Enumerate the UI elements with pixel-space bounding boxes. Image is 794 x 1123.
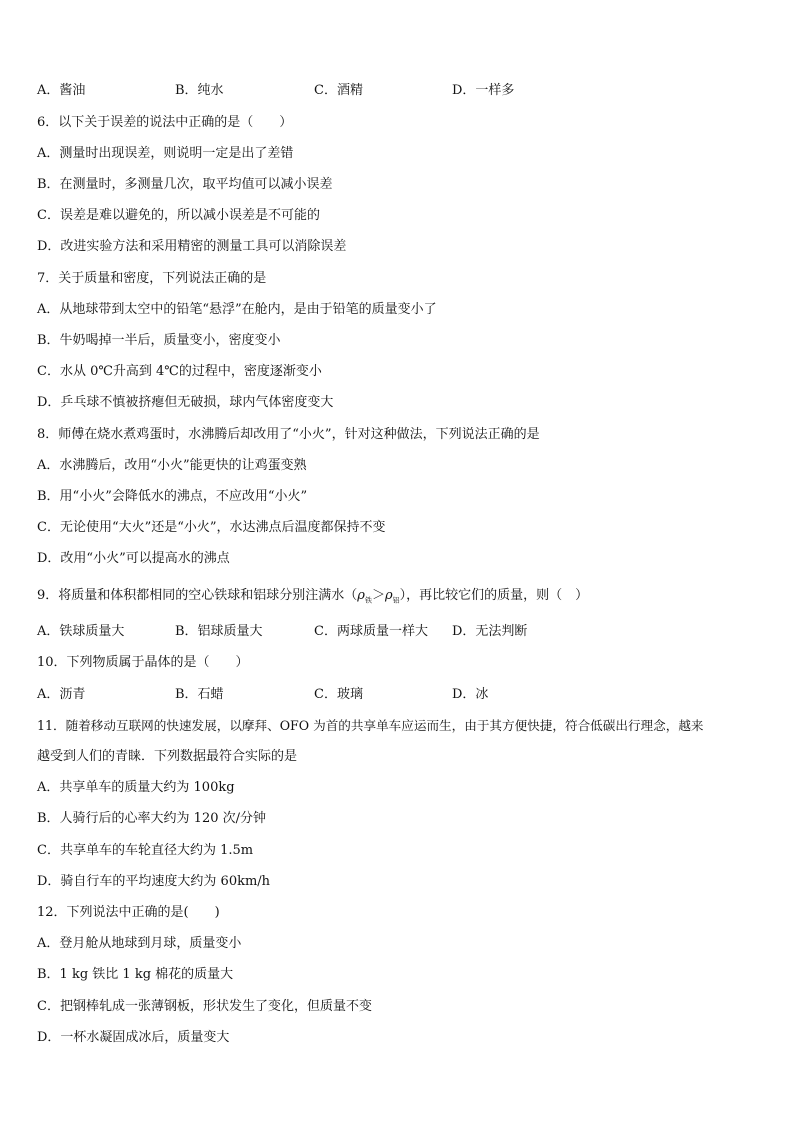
q12-stem: 12．下列说法中正确的是( ) (37, 905, 220, 920)
q9-stem (37, 587, 588, 610)
q7-option-a: A．从地球带到太空中的铅笔“悬浮”在舱内，是由于铅笔的质量变小了 (37, 302, 437, 317)
q6-option-c: C．误差是难以避免的，所以减小误差是不可能的 (37, 208, 320, 223)
q9-stem-pre: 9．将质量和体积都相同的空心铁球和铝球分别注满水（ (37, 588, 358, 603)
rho-aluminum: $\rho_铝$ (384, 588, 400, 605)
q11-option-a: A．共享单车的质量大约为 100kg (37, 780, 235, 795)
q12-option-b: B．1 kg 铁比 1 kg 棉花的质量大 (37, 967, 234, 982)
q7-option-d: D．乒乓球不慎被挤瘪但无破损，球内气体密度变大 (37, 395, 334, 410)
q10-option-d: D．冰 (452, 687, 489, 702)
rho-iron-sub: 铁 (364, 596, 372, 605)
q8-option-c: C．无论使用“大火”还是“小火”，水达沸点后温度都保持不变 (37, 520, 386, 535)
q12-option-d: D．一杯水凝固成冰后，质量变大 (37, 1030, 230, 1045)
q5-option-c: C．酒精 (314, 83, 363, 98)
q7-option-b: B．牛奶喝掉一半后，质量变小，密度变小 (37, 333, 281, 348)
q12-option-c: C．把钢棒轧成一张薄钢板，形状发生了变化，但质量不变 (37, 999, 372, 1014)
q12-option-a: A．登月舱从地球到月球，质量变小 (37, 936, 242, 951)
q7-option-c: C．水从 0℃升高到 4℃的过程中，密度逐渐变小 (37, 364, 322, 379)
q6-option-d: D．改进实验方法和采用精密的测量工具可以消除误差 (37, 239, 347, 254)
q11-option-c: C．共享单车的车轮直径大约为 1.5m (37, 843, 254, 858)
q6-option-b: B．在测量时，多测量几次，取平均值可以减小误差 (37, 177, 333, 192)
q11-option-b: B．人骑行后的心率大约为 120 次/分钟 (37, 811, 267, 826)
q11-stem-line2: 越受到人们的青睐．下列数据最符合实际的是 (37, 749, 298, 764)
q8-stem: 8．师傅在烧水煮鸡蛋时，水沸腾后却改用了“小火”，针对这种做法，下列说法正确的是 (37, 427, 540, 442)
q5-option-d: D．一样多 (452, 83, 515, 98)
q7-stem: 7．关于质量和密度，下列说法正确的是 (37, 271, 267, 286)
q8-option-b: B．用“小火”会降低水的沸点，不应改用“小火” (37, 489, 308, 504)
q8-option-a: A．水沸腾后，改用“小火”能更快的让鸡蛋变熟 (37, 458, 307, 473)
q9-option-d: D．无法判断 (452, 624, 528, 639)
q9-option-c: C．两球质量一样大 (314, 624, 428, 639)
q8-option-d: D．改用“小火”可以提高水的沸点 (37, 551, 230, 566)
q10-stem: 10．下列物质属于晶体的是（ ） (37, 655, 249, 670)
q10-option-a: A．沥青 (37, 687, 86, 702)
q5-option-b: B．纯水 (175, 83, 224, 98)
q11-stem-line1: 11．随着移动互联网的快速发展，以摩拜、OFO 为首的共享单车应运而生，由于其方便快捷，符合低碳出行理念，越来 (37, 718, 704, 733)
q6-stem: 6．以下关于误差的说法中正确的是（ ） (37, 115, 293, 130)
q10-option-c: C．玻璃 (314, 687, 363, 702)
q11-option-d: D．骑自行车的平均速度大约为 60km/h (37, 874, 271, 889)
q10-option-b: B．石蜡 (175, 687, 224, 702)
greater-than-sign: ＞ (371, 588, 385, 603)
q5-option-a: A．酱油 (37, 83, 86, 98)
q9-option-a: A．铁球质量大 (37, 624, 125, 639)
rho-iron: $\rho_铁$ (357, 588, 372, 605)
q9-option-b: B．铝球质量大 (175, 624, 263, 639)
q9-stem-post: ），再比较它们的质量，则（ ） (399, 588, 589, 603)
q6-option-a: A．测量时出现误差，则说明一定是出了差错 (37, 146, 294, 161)
rho-aluminum-sub: 铝 (392, 596, 400, 605)
